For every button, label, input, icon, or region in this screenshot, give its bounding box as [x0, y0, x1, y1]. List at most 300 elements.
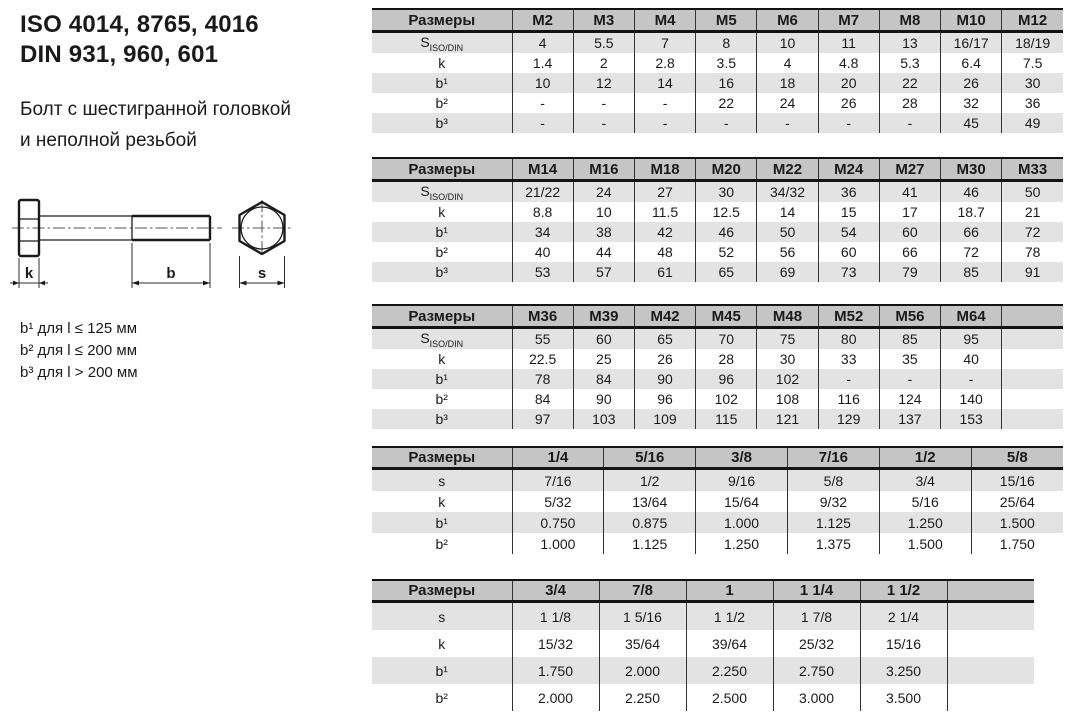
- table-cell: 8: [696, 32, 757, 54]
- table-cell: 102: [757, 369, 818, 389]
- table-cell: 36: [1002, 93, 1063, 113]
- table-cell: 21: [1002, 202, 1063, 222]
- spec-table-5: [372, 579, 1034, 711]
- row-label: b²: [435, 95, 448, 111]
- header-row: [372, 305, 1063, 328]
- row-label: b¹: [372, 369, 512, 389]
- table-cell: 9/16: [696, 469, 788, 492]
- header-row: [372, 580, 1034, 602]
- table-cell: 2.000: [512, 684, 599, 711]
- table-cell: 25/64: [971, 491, 1063, 512]
- table-cell: 1.250: [879, 512, 971, 533]
- table-cell: 1.4: [512, 53, 573, 73]
- column-header: 7/8: [599, 580, 686, 602]
- table-cell: 109: [634, 409, 695, 429]
- table-cell: 56: [757, 242, 818, 262]
- column-header: Размеры: [372, 158, 512, 181]
- column-header: M8: [879, 9, 940, 32]
- column-header: [1002, 305, 1063, 328]
- table-cell: 16/17: [941, 32, 1002, 54]
- column-header: M48: [757, 305, 818, 328]
- table-row: [372, 349, 1063, 369]
- table-row: [372, 602, 1034, 631]
- table-cell: 54: [818, 222, 879, 242]
- table-cell: 40: [941, 349, 1002, 369]
- table-cell: 1 5/16: [599, 602, 686, 631]
- column-header: Размеры: [372, 580, 512, 602]
- table-cell: 115: [696, 409, 757, 429]
- table-row: [372, 409, 1063, 429]
- table-row: [372, 202, 1063, 222]
- table-cell: 1 1/8: [512, 602, 599, 631]
- table-row: [372, 262, 1063, 282]
- table-cell: 18.7: [941, 202, 1002, 222]
- table-cell: 1/2: [604, 469, 696, 492]
- table-cell: -: [512, 113, 573, 133]
- table-cell: 17: [879, 202, 940, 222]
- table-cell: 137: [879, 409, 940, 429]
- table-cell: 34: [512, 222, 573, 242]
- column-header: 1: [686, 580, 773, 602]
- table-cell: 7/16: [512, 469, 604, 492]
- table-cell: 52: [696, 242, 757, 262]
- table-cell: -: [634, 93, 695, 113]
- row-label: b¹: [372, 222, 512, 242]
- column-header: M36: [512, 305, 573, 328]
- table-cell: 45: [941, 113, 1002, 133]
- column-header: M33: [1002, 158, 1063, 181]
- table-cell: 72: [941, 242, 1002, 262]
- column-header: M10: [941, 9, 1002, 32]
- table-cell: 3.250: [860, 657, 947, 684]
- table-cell: 8.8: [512, 202, 573, 222]
- table-cell: 50: [757, 222, 818, 242]
- table-cell: -: [879, 369, 940, 389]
- table-cell: 10: [573, 202, 634, 222]
- table-cell: [947, 602, 1034, 631]
- row-label: k: [438, 55, 446, 71]
- row-label: b²: [435, 689, 448, 706]
- table-row: [372, 32, 1063, 54]
- table-cell: 84: [512, 389, 573, 409]
- row-label: b²: [435, 244, 448, 260]
- column-header: 5/16: [604, 447, 696, 469]
- page-subtitle: [20, 94, 291, 156]
- column-header: M5: [696, 9, 757, 32]
- table-row: [372, 491, 1063, 512]
- table-cell: 39/64: [686, 630, 773, 657]
- table-cell: 12.5: [696, 202, 757, 222]
- table-cell: 34/32: [757, 181, 818, 203]
- column-header: Размеры: [372, 447, 512, 469]
- dimension-s: [240, 256, 285, 288]
- table-cell: 69: [757, 262, 818, 282]
- table-cell: 1.375: [787, 533, 879, 554]
- row-label: b²: [435, 535, 448, 552]
- table-cell: -: [573, 113, 634, 133]
- table-cell: 14: [634, 73, 695, 93]
- table-cell: -: [512, 93, 573, 113]
- table-cell: 46: [696, 222, 757, 242]
- column-header: M2: [512, 9, 573, 32]
- table-cell: 30: [757, 349, 818, 369]
- row-label: s: [372, 602, 512, 631]
- table-row: [372, 389, 1063, 409]
- table-row: [372, 657, 1034, 684]
- subtitle-line-2: и неполной резьбой: [20, 130, 197, 151]
- table-cell: 20: [818, 73, 879, 93]
- table-row: [372, 53, 1063, 73]
- table-cell: 5/8: [787, 469, 879, 492]
- table-cell: 108: [757, 389, 818, 409]
- column-header: Размеры: [372, 305, 512, 328]
- table-cell: 153: [941, 409, 1002, 429]
- table-cell: 3.5: [696, 53, 757, 73]
- table-cell: 96: [634, 389, 695, 409]
- table-cell: -: [634, 113, 695, 133]
- column-header: 1 1/2: [860, 580, 947, 602]
- table-cell: 28: [879, 93, 940, 113]
- table-row: [372, 630, 1034, 657]
- table-cell: 10: [512, 73, 573, 93]
- page-title: [20, 10, 259, 70]
- row-label: $S_{ISO/DIN}$: [372, 181, 512, 203]
- table-cell: 6.4: [941, 53, 1002, 73]
- column-header: M27: [879, 158, 940, 181]
- table-cell: 4: [512, 32, 573, 54]
- table-cell: -: [818, 113, 879, 133]
- column-header: M30: [941, 158, 1002, 181]
- table-cell: 55: [512, 328, 573, 350]
- table-cell: 40: [512, 242, 573, 262]
- table-cell: 28: [696, 349, 757, 369]
- column-header: M42: [634, 305, 695, 328]
- table-cell: 2.8: [634, 53, 695, 73]
- table-cell: 65: [634, 328, 695, 350]
- table-cell: 79: [879, 262, 940, 282]
- table-cell: 57: [573, 262, 634, 282]
- table-cell: 27: [634, 181, 695, 203]
- dim-label-s: s: [257, 265, 267, 282]
- row-label: b¹: [372, 73, 512, 93]
- table-cell: 65: [696, 262, 757, 282]
- table-cell: 30: [1002, 73, 1063, 93]
- dim-label-k: k: [24, 265, 34, 282]
- title-iso: ISO 4014, 8765, 4016: [20, 11, 259, 38]
- table-cell: 2 1/4: [860, 602, 947, 631]
- table-row: [372, 684, 1034, 711]
- row-label: k: [438, 635, 446, 652]
- table-cell: 90: [573, 389, 634, 409]
- table-cell: 11: [818, 32, 879, 54]
- table-cell: [1002, 349, 1063, 369]
- column-header: 3/8: [696, 447, 788, 469]
- table-row: [372, 73, 1063, 93]
- footnotes: [20, 318, 138, 384]
- table-cell: 97: [512, 409, 573, 429]
- dim-label-b: b: [166, 265, 176, 282]
- table-cell: [947, 630, 1034, 657]
- table-cell: 25: [573, 349, 634, 369]
- table-cell: 75: [757, 328, 818, 350]
- table-cell: 15/64: [696, 491, 788, 512]
- table-cell: 24: [757, 93, 818, 113]
- table-cell: 22: [879, 73, 940, 93]
- table-cell: 44: [573, 242, 634, 262]
- column-header: M14: [512, 158, 573, 181]
- column-header: M12: [1002, 9, 1063, 32]
- left-panel: [0, 0, 370, 720]
- row-label: s: [372, 469, 512, 492]
- table-cell: 3/4: [879, 469, 971, 492]
- table-cell: 116: [818, 389, 879, 409]
- header-row: [372, 158, 1063, 181]
- table-cell: 22: [696, 93, 757, 113]
- header-row: [372, 9, 1063, 32]
- table-cell: 13: [879, 32, 940, 54]
- table-cell: 3.000: [773, 684, 860, 711]
- table-cell: 18/19: [1002, 32, 1063, 54]
- table-cell: 2: [573, 53, 634, 73]
- table-cell: 1 1/2: [686, 602, 773, 631]
- table-cell: 36: [818, 181, 879, 203]
- table-cell: 5.3: [879, 53, 940, 73]
- column-header: M3: [573, 9, 634, 32]
- table-cell: 90: [634, 369, 695, 389]
- column-header: M56: [879, 305, 940, 328]
- table-row: [372, 181, 1063, 203]
- row-label: b²: [435, 391, 448, 407]
- table-cell: 1 7/8: [773, 602, 860, 631]
- row-label: $S_{ISO/DIN}$: [372, 328, 512, 350]
- table-cell: 16: [696, 73, 757, 93]
- table-cell: 124: [879, 389, 940, 409]
- table-cell: 1.000: [512, 533, 604, 554]
- table-cell: 7.5: [1002, 53, 1063, 73]
- table-cell: 48: [634, 242, 695, 262]
- spec-table-3: [372, 304, 1063, 429]
- table-row: [372, 222, 1063, 242]
- table-cell: 91: [1002, 262, 1063, 282]
- table-cell: 73: [818, 262, 879, 282]
- table-cell: 103: [573, 409, 634, 429]
- column-header: [947, 580, 1034, 602]
- table-cell: 78: [512, 369, 573, 389]
- table-cell: 24: [573, 181, 634, 203]
- table-cell: 2.000: [599, 657, 686, 684]
- column-header: M4: [634, 9, 695, 32]
- column-header: 1 1/4: [773, 580, 860, 602]
- table-cell: 61: [634, 262, 695, 282]
- table-cell: 14: [757, 202, 818, 222]
- table-cell: 80: [818, 328, 879, 350]
- table-cell: 26: [941, 73, 1002, 93]
- table-cell: 46: [941, 181, 1002, 203]
- table-cell: 84: [573, 369, 634, 389]
- column-header: 1/2: [879, 447, 971, 469]
- column-header: M64: [941, 305, 1002, 328]
- table-cell: 13/64: [604, 491, 696, 512]
- table-cell: 49: [1002, 113, 1063, 133]
- table-cell: -: [941, 369, 1002, 389]
- table-cell: 95: [941, 328, 1002, 350]
- table-cell: 1.250: [696, 533, 788, 554]
- table-cell: [1002, 328, 1063, 350]
- footnote-b1: b¹ для l ≤ 125 мм: [20, 320, 138, 337]
- table-cell: 12: [573, 73, 634, 93]
- table-cell: 42: [634, 222, 695, 242]
- table-cell: 15: [818, 202, 879, 222]
- table-row: [372, 93, 1063, 113]
- table-cell: 15/16: [860, 630, 947, 657]
- column-header: 3/4: [512, 580, 599, 602]
- row-label: b³: [372, 409, 512, 429]
- table-row: [372, 113, 1063, 133]
- table-cell: 35/64: [599, 630, 686, 657]
- table-cell: [1002, 369, 1063, 389]
- table-cell: 53: [512, 262, 573, 282]
- column-header: M7: [818, 9, 879, 32]
- table-row: [372, 533, 1063, 554]
- dimension-k: [10, 258, 48, 288]
- table-cell: [947, 657, 1034, 684]
- table-cell: -: [818, 369, 879, 389]
- table-cell: 129: [818, 409, 879, 429]
- table-cell: 60: [879, 222, 940, 242]
- table-row: [372, 369, 1063, 389]
- table-cell: 1.125: [604, 533, 696, 554]
- table-cell: 1.125: [787, 512, 879, 533]
- row-label: b³: [372, 113, 512, 133]
- table-cell: -: [696, 113, 757, 133]
- table-cell: 1.750: [512, 657, 599, 684]
- table-cell: 2.250: [599, 684, 686, 711]
- table-row: [372, 328, 1063, 350]
- table-cell: 21/22: [512, 181, 573, 203]
- title-din: DIN 931, 960, 601: [20, 41, 219, 68]
- table-cell: 33: [818, 349, 879, 369]
- table-cell: 3.500: [860, 684, 947, 711]
- table-cell: 66: [879, 242, 940, 262]
- column-header: Размеры: [372, 9, 512, 32]
- column-header: M24: [818, 158, 879, 181]
- column-header: M18: [634, 158, 695, 181]
- table-cell: 30: [696, 181, 757, 203]
- table-cell: 5.5: [573, 32, 634, 54]
- table-cell: 11.5: [634, 202, 695, 222]
- column-header: M20: [696, 158, 757, 181]
- spec-table-4: [372, 446, 1063, 554]
- table-cell: 25/32: [773, 630, 860, 657]
- table-cell: 1.000: [696, 512, 788, 533]
- table-cell: 121: [757, 409, 818, 429]
- table-cell: 66: [941, 222, 1002, 242]
- column-header: M6: [757, 9, 818, 32]
- header-row: [372, 447, 1063, 469]
- row-label: b¹: [372, 657, 512, 684]
- table-row: [372, 512, 1063, 533]
- table-cell: 22.5: [512, 349, 573, 369]
- table-cell: 2.750: [773, 657, 860, 684]
- footnote-b3: b³ для l > 200 мм: [20, 364, 138, 381]
- table-cell: 4.8: [818, 53, 879, 73]
- row-label: k: [438, 351, 446, 367]
- table-cell: -: [573, 93, 634, 113]
- table-cell: 0.750: [512, 512, 604, 533]
- table-cell: 140: [941, 389, 1002, 409]
- table-cell: 32: [941, 93, 1002, 113]
- table-cell: 10: [757, 32, 818, 54]
- table-cell: 38: [573, 222, 634, 242]
- table-cell: 102: [696, 389, 757, 409]
- table-row: [372, 242, 1063, 262]
- table-cell: 85: [879, 328, 940, 350]
- subtitle-line-1: Болт с шестигранной головкой: [20, 99, 291, 120]
- row-label: b¹: [372, 512, 512, 533]
- table-cell: 1.500: [879, 533, 971, 554]
- table-cell: 60: [818, 242, 879, 262]
- row-label: b³: [372, 262, 512, 282]
- table-cell: 15/16: [971, 469, 1063, 492]
- table-cell: 1.750: [971, 533, 1063, 554]
- column-header: 5/8: [971, 447, 1063, 469]
- column-header: 7/16: [787, 447, 879, 469]
- table-cell: 15/32: [512, 630, 599, 657]
- row-label: k: [438, 204, 446, 220]
- column-header: M45: [696, 305, 757, 328]
- table-cell: 70: [696, 328, 757, 350]
- table-cell: 2.500: [686, 684, 773, 711]
- table-cell: [1002, 409, 1063, 429]
- table-cell: 41: [879, 181, 940, 203]
- table-cell: [947, 684, 1034, 711]
- table-cell: -: [757, 113, 818, 133]
- table-row: [372, 469, 1063, 492]
- column-header: M22: [757, 158, 818, 181]
- table-cell: 78: [1002, 242, 1063, 262]
- column-header: 1/4: [512, 447, 604, 469]
- tables-panel: [372, 0, 1067, 720]
- table-cell: 85: [941, 262, 1002, 282]
- bolt-drawing: [10, 196, 330, 296]
- table-cell: 9/32: [787, 491, 879, 512]
- table-cell: 96: [696, 369, 757, 389]
- table-cell: 72: [1002, 222, 1063, 242]
- row-label: k: [438, 493, 446, 510]
- table-cell: 5/32: [512, 491, 604, 512]
- column-header: M52: [818, 305, 879, 328]
- row-label: $S_{ISO/DIN}$: [372, 32, 512, 54]
- table-cell: 1.500: [971, 512, 1063, 533]
- table-cell: 0.875: [604, 512, 696, 533]
- spec-table-1: [372, 8, 1063, 133]
- table-cell: 35: [879, 349, 940, 369]
- table-cell: 26: [634, 349, 695, 369]
- footnote-b2: b² для l ≤ 200 мм: [20, 342, 138, 359]
- table-cell: 60: [573, 328, 634, 350]
- table-cell: 2.250: [686, 657, 773, 684]
- table-cell: 18: [757, 73, 818, 93]
- table-cell: 7: [634, 32, 695, 54]
- column-header: M39: [573, 305, 634, 328]
- table-cell: [1002, 389, 1063, 409]
- table-cell: 50: [1002, 181, 1063, 203]
- column-header: M16: [573, 158, 634, 181]
- table-cell: 26: [818, 93, 879, 113]
- spec-table-2: [372, 157, 1063, 282]
- table-cell: 4: [757, 53, 818, 73]
- table-cell: 5/16: [879, 491, 971, 512]
